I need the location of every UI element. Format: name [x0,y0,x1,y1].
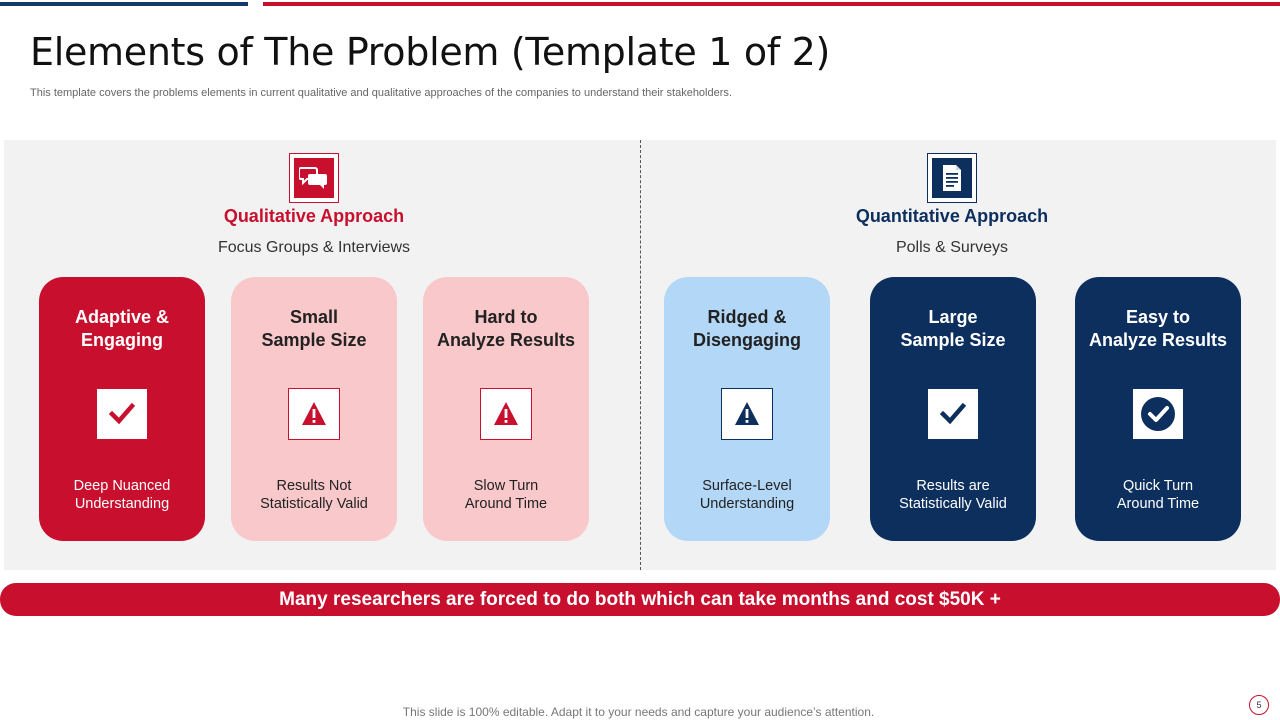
warning-icon [288,388,340,440]
card-small-sample-size [231,277,397,541]
card-description: Results Not Statistically Valid [260,478,368,512]
card-description: Quick Turn Around Time [1116,478,1200,512]
top-accent-bar-navy [0,2,248,6]
check-circle-icon [1132,388,1184,440]
card-description: Results are Statistically Valid [899,478,1007,512]
warning-icon [480,388,532,440]
qualitative-heading: Qualitative Approach [223,206,405,226]
slide-subtitle: This template covers the problems elements in current qualitative and qualitative approaches of the companies to understand their stakeholders. [30,87,732,99]
card-description: Surface-Level Understanding [699,478,795,512]
card-easy-to-analyze [1075,277,1241,541]
qualitative-subheading: Focus Groups & Interviews [217,239,411,256]
quantitative-heading: Quantitative Approach [855,206,1049,226]
page-number: 5 [1249,695,1269,715]
slide-title: Elements of The Problem (Template 1 of 2) [30,30,831,74]
card-title: Easy to Analyze Results [1088,307,1228,350]
card-ridged-disengaging [664,277,830,541]
card-description: Slow Turn Around Time [464,478,548,512]
card-title: Hard to Analyze Results [436,307,576,350]
card-large-sample-size [870,277,1036,541]
card-title: Ridged & Disengaging [692,307,801,350]
top-accent-bar-red [263,2,1280,6]
section-divider [640,140,641,570]
card-title: Adaptive & Engaging [74,307,170,350]
chat-bubbles-icon [289,153,339,203]
card-title: Large Sample Size [900,307,1006,350]
footer-note: This slide is 100% editable. Adapt it to your needs and capture your audience’s attention. [402,705,875,719]
card-description: Deep Nuanced Understanding [73,478,171,512]
card-hard-to-analyze [423,277,589,541]
warning-icon [721,388,773,440]
card-adaptive-engaging [39,277,205,541]
quantitative-subheading: Polls & Surveys [895,239,1009,256]
summary-banner: Many researchers are forced to do both which can take months and cost $50K + [0,583,1280,616]
checkmark-icon [96,388,148,440]
checkmark-icon [927,388,979,440]
document-icon [927,153,977,203]
card-title: Small Sample Size [261,307,367,350]
